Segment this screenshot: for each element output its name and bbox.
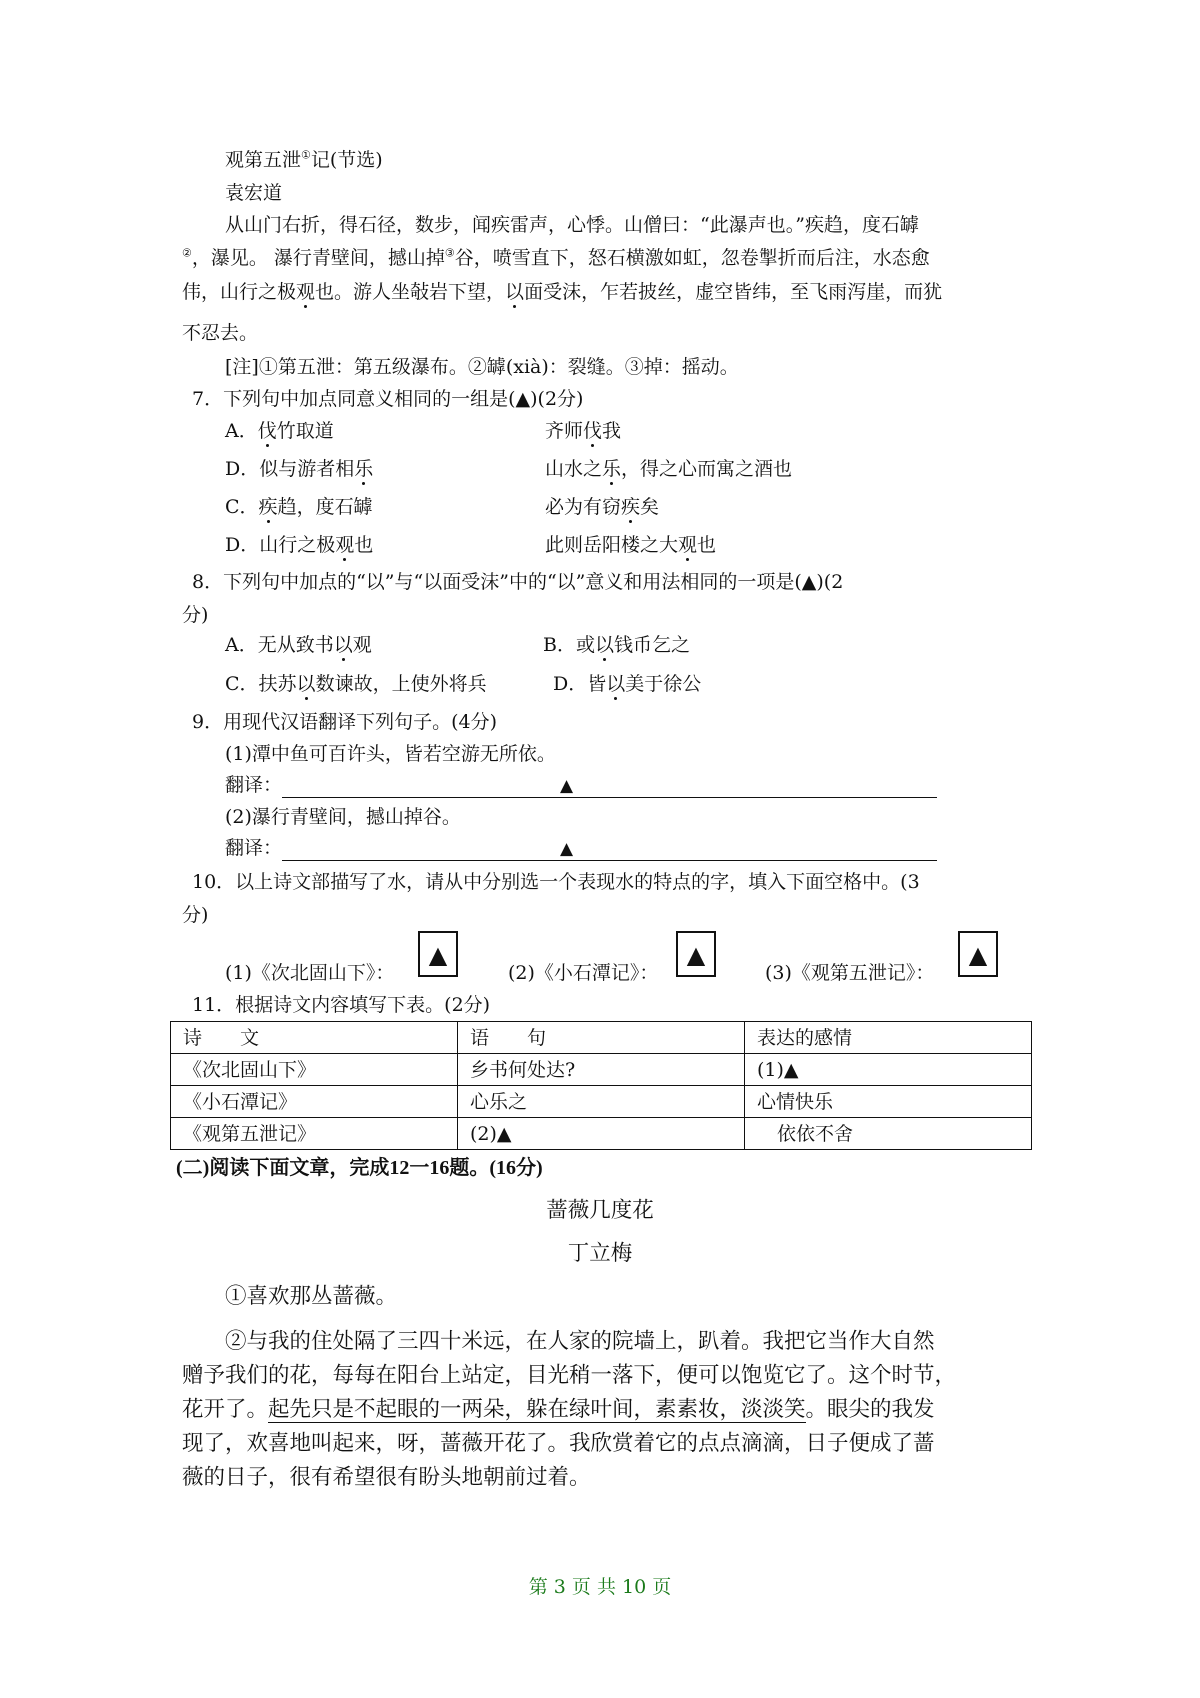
q9-stem: 9．用现代汉语翻译下列句子。(4分) (192, 711, 498, 733)
translation-label: 翻译： (225, 837, 283, 859)
underlined-sentence: 起先只是不起眼的一两朵，躲在绿叶间，素素妆，淡淡笑 (268, 1397, 806, 1422)
translation-label: 翻译： (225, 774, 283, 796)
table-cell: 依依不舍 (745, 1118, 1032, 1150)
section-heading: (二)阅读下面文章，完成12一16题。(16分) (176, 1157, 543, 1179)
q9-answer-2 (225, 835, 937, 861)
table-cell: 《观第五泄记》 (171, 1118, 458, 1150)
article-title: 蔷薇几度花 (546, 1198, 654, 1223)
q7-option-b-left: D．似与游者相乐 (225, 458, 374, 480)
table-row (171, 1054, 1032, 1086)
q8-option-a: A．无从致书以观 (225, 634, 372, 656)
q10-item-2: (2)《小石潭记》： (508, 962, 659, 984)
table-answer-cell[interactable]: (2)▲ (458, 1118, 745, 1150)
q10-stem: 10．以上诗文部描写了水，请从中分别选一个表现水的特点的字，填入下面空格中。(3 (192, 871, 920, 893)
q9-sentence-2: (2)瀑行青壁间，撼山掉谷。 (225, 806, 461, 828)
passage-line-2: ②，瀑见。 瀑行青壁间，撼山掉③谷，喷雪直下，怒石横激如虹，忽卷掣折而后注，水态愈 (182, 246, 930, 269)
table-cell: 心情快乐 (745, 1086, 1032, 1118)
article-paragraph-1: ①喜欢那丛蔷薇。 (225, 1284, 398, 1309)
answer-box-2[interactable]: ▲ (676, 931, 716, 977)
article-paragraph-2-line-3: 花开了。起先只是不起眼的一两朵，躲在绿叶间，素素妆，淡淡笑。眼尖的我发 (182, 1397, 935, 1422)
table-cell: 《次北固山下》 (171, 1054, 458, 1086)
table-cell: 乡书何处达? (458, 1054, 745, 1086)
q10-item-1: (1)《次北固山下》： (225, 962, 395, 984)
page-footer: 第 3 页 共 10 页 (528, 1576, 672, 1598)
table-header-cell: 表达的感情 (745, 1022, 1032, 1054)
answer-box-3[interactable]: ▲ (958, 931, 998, 977)
article-paragraph-2-line-1: ②与我的住处隔了三四十米远，在人家的院墙上，趴着。我把它当作大自然 (225, 1329, 935, 1354)
passage-note: [注]①第五泄：第五级瀑布。②罅(xià)：裂缝。③掉：摇动。 (225, 356, 739, 378)
table-row (171, 1118, 1032, 1150)
q8-stem-cont: 分) (182, 604, 209, 626)
q11-stem: 11．根据诗文内容填写下表。(2分) (192, 994, 491, 1016)
q7-option-c-left: C．疾趋，度石罅 (225, 496, 373, 518)
passage-line-4: 不忍去。 (182, 322, 259, 344)
q9-answer-1 (225, 772, 937, 798)
article-author: 丁立梅 (567, 1241, 633, 1266)
article-paragraph-2-line-2: 赠予我们的花，每每在阳台上站定，目光稍一落下，便可以饱览它了。这个时节， (182, 1363, 957, 1388)
q11-table (170, 1021, 1032, 1150)
q7-option-b-right: 山水之乐，得之心而寓之酒也 (545, 458, 793, 480)
q8-option-b: B．或以钱币乞之 (543, 634, 690, 656)
table-header-cell: 诗 文 (171, 1022, 458, 1054)
q10-stem-cont: 分) (182, 904, 209, 926)
q7-option-d-left: D．山行之极观也 (225, 534, 374, 556)
article-paragraph-2-line-4: 现了，欢喜地叫起来，呀，蔷薇开花了。我欣赏着它的点点滴滴，日子便成了蔷 (182, 1431, 935, 1456)
passage-author: 袁宏道 (225, 182, 283, 204)
answer-box-1[interactable]: ▲ (418, 931, 458, 977)
q8-option-c: C．扶苏以数谏故，上使外将兵 (225, 673, 487, 695)
table-header-row (171, 1022, 1032, 1054)
q7-option-a-right: 齐师伐我 (545, 420, 622, 442)
q7-option-c-right: 必为有窃疾矣 (545, 496, 660, 518)
table-cell: 心乐之 (458, 1086, 745, 1118)
table-answer-cell[interactable]: (1)▲ (745, 1054, 1032, 1086)
passage-line-3: 伟，山行之极观也。游人坐敧岩下望，以面受沫，乍若披丝，虚空皆纬，至飞雨泻崖，而犹 (182, 281, 943, 303)
answer-blank-2[interactable]: ▲ (282, 839, 937, 861)
q9-sentence-1: (1)潭中鱼可百许头，皆若空游无所依。 (225, 743, 556, 765)
article-paragraph-2-line-5: 薇的日子，很有希望很有盼头地朝前过着。 (182, 1465, 591, 1490)
table-row (171, 1086, 1032, 1118)
table-cell: 《小石潭记》 (171, 1086, 458, 1118)
passage-line-1: 从山门右折，得石径，数步，闻疾雷声，心悸。山僧曰：“此瀑声也。”疾趋，度石罅 (225, 214, 919, 236)
q8-option-d: D．皆以美于徐公 (553, 673, 702, 695)
q7-option-a-left: A．伐竹取道 (225, 420, 334, 442)
q7-stem: 7．下列句中加点同意义相同的一组是(▲)(2分) (192, 388, 584, 410)
table-header-cell: 语 句 (458, 1022, 745, 1054)
q8-stem: 8．下列句中加点的“以”与“以面受沫”中的“以”意义和用法相同的一项是(▲)(2 (192, 571, 844, 593)
q7-option-d-right: 此则岳阳楼之大观也 (545, 534, 717, 556)
q10-item-3: (3)《观第五泄记》： (765, 962, 935, 984)
passage-title: 观第五泄①记(节选) (225, 148, 383, 171)
answer-blank-1[interactable]: ▲ (282, 776, 937, 798)
